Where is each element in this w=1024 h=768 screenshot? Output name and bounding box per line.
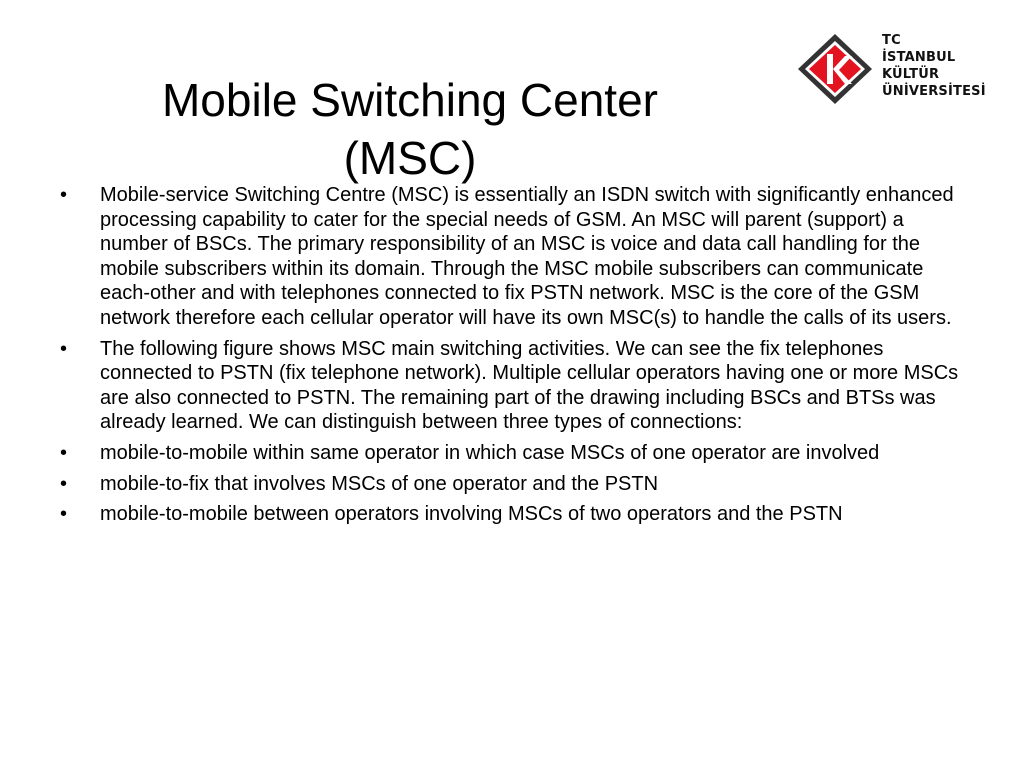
bullet-item-1 [60, 183, 970, 331]
bullet-text-1: Mobile-service Switching Centre (MSC) is essentially an ISDN switch with significantly enhanced processing capability to cater for the special needs of GSM. An MSC will parent (support) a number of BSCs. The primary responsibility of an MSC is voice and data call handling for the mobile subscribers within its domain. Through the MSC mobile subscribers can communicate each-other and with telephones connected to fix PSTN network. MSC is the core of the GSM network therefore each cellular operator will have its own MSC(s) to handle the calls of its users. [100, 184, 954, 329]
logo-line-2: İSTANBUL [882, 50, 956, 65]
bullet-text-4: mobile-to-fix that involves MSCs of one operator and the PSTN [100, 472, 659, 495]
bullet-item-2 [60, 337, 970, 435]
bullet-icon: • [60, 472, 68, 495]
bullet-item-5 [60, 502, 970, 527]
bullet-icon: • [60, 337, 68, 360]
bullet-icon: • [60, 503, 68, 526]
bullet-list [60, 183, 970, 533]
bullet-text-3: mobile-to-mobile within same operator in which case MSCs of one operator are involved [100, 441, 880, 464]
bullet-text-2: The following figure shows MSC main switching activities. We can see the fix telephones connected to PSTN (fix telephone network). Multiple cellular operators having one or more MSCs are also connected to PSTN. The remaining part of the drawing including BSCs and BTSs was already learned. We can distinguish between three types of connections: [100, 337, 959, 434]
slide-title-line-2: (MSC) [343, 131, 477, 184]
bullet-icon: • [60, 441, 68, 464]
kultur-university-logo-icon [796, 32, 874, 106]
logo-line-3: KÜLTÜR [882, 67, 940, 82]
university-logo [796, 30, 996, 108]
logo-text [882, 32, 986, 100]
slide-title-line-1: Mobile Switching Center [161, 73, 658, 126]
bullet-item-3 [60, 441, 970, 466]
bullet-text-5: mobile-to-mobile between operators involving MSCs of two operators and the PSTN [100, 503, 843, 526]
logo-line-1: TC [882, 33, 901, 48]
slide-title [100, 71, 720, 187]
bullet-item-4 [60, 472, 970, 497]
bullet-icon: • [60, 184, 68, 206]
logo-line-4: ÜNİVERSİTESİ [882, 84, 986, 99]
